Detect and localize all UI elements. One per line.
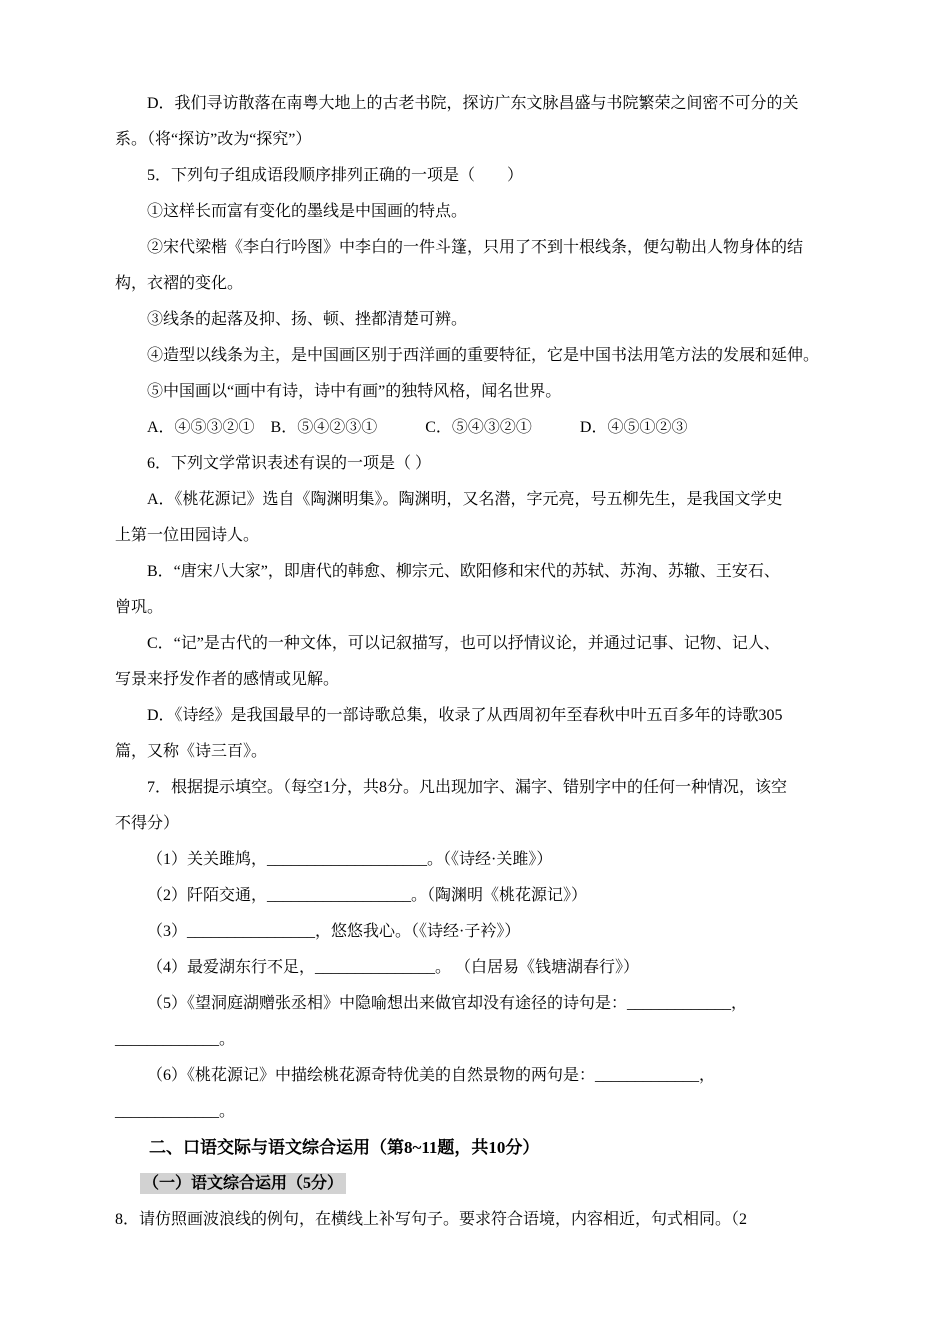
fill-blank-4: （4）最爱湖东行不足，_______________。 （白居易《钱塘湖春行》）: [147, 959, 640, 976]
option-d-correction-line: D．我们寻访散落在南粤大地上的古老书院，探访广东文脉昌盛与书院繁荣之间密不可分的关: [147, 95, 799, 112]
question-6-option-d: D．《诗经》是我国最早的一部诗歌总集，收录了从西周初年至春秋中叶五百多年的诗歌305: [147, 707, 783, 724]
question-7-stem: 7．根据提示填空。（每空1分，共8分。凡出现加字、漏字、错别字中的任何一种情况，该空: [147, 779, 788, 796]
fill-blank-2: （2）阡陌交通，__________________。（陶渊明《桃花源记》）: [147, 887, 588, 904]
question-6-option-c-continuation: 写景来抒发作者的感情或见解。: [115, 671, 340, 688]
sentence-item-5: ⑤中国画以“画中有诗，诗中有画”的独特风格，闻名世界。: [147, 383, 562, 400]
option-d-correction-continuation: 系。（将“探访”改为“探究”）: [115, 131, 312, 148]
sentence-item-4: ④造型以线条为主，是中国画区别于西洋画的重要特征，它是中国书法用笔方法的发展和延伸。: [147, 347, 820, 364]
fill-blank-5-continuation: _____________。: [115, 1031, 236, 1048]
fill-blank-1: （1）关关雎鸠，____________________。（《诗经·关雎》）: [147, 851, 553, 868]
subsection-1-heading-text: （一）语文综合运用（5分）: [140, 1173, 346, 1194]
question-6-option-d-continuation: 篇，又称《诗三百》。: [115, 743, 268, 760]
sentence-item-2: ②宋代梁楷《李白行吟图》中李白的一件斗篷，只用了不到十根线条，便勾勒出人物身体的结: [147, 239, 804, 256]
sentence-item-3: ③线条的起落及抑、扬、顿、挫都清楚可辨。: [147, 311, 468, 328]
fill-blank-6-continuation: _____________。: [115, 1103, 236, 1120]
question-7-stem-continuation: 不得分）: [115, 815, 180, 832]
sentence-item-1: ①这样长而富有变化的墨线是中国画的特点。: [147, 203, 468, 220]
question-5-options: A．④⑤③②① B．⑤④②③① C．⑤④③②① D．④⑤①②③: [147, 419, 688, 436]
question-6-option-c: C．“记”是古代的一种文体，可以记叙描写，也可以抒情议论，并通过记事、记物、记人、: [147, 635, 780, 652]
question-6-option-b-continuation: 曾巩。: [115, 599, 164, 616]
question-6-option-a-continuation: 上第一位田园诗人。: [115, 527, 260, 544]
fill-blank-5: （5）《望洞庭湖赠张丞相》中隐喻想出来做官却没有途径的诗句是：_____________，: [147, 995, 748, 1012]
sentence-item-2-continuation: 构，衣褶的变化。: [115, 275, 244, 292]
fill-blank-3: （3）________________，悠悠我心。（《诗经·子衿》）: [147, 923, 521, 940]
question-6-stem: 6．下列文学常识表述有误的一项是（ ）: [147, 455, 432, 472]
question-8-stem: 8．请仿照画波浪线的例句，在横线上补写句子。要求符合语境，内容相近，句式相同。（2: [115, 1211, 748, 1228]
section-2-heading: 二、口语交际与语文综合运用（第8~11题，共10分）: [149, 1138, 540, 1157]
question-5-stem: 5．下列句子组成语段顺序排列正确的一项是（ ）: [147, 167, 524, 184]
fill-blank-6: （6）《桃花源记》中描绘桃花源奇特优美的自然景物的两句是：_____________，: [147, 1067, 716, 1084]
question-6-option-a: A．《桃花源记》选自《陶渊明集》。陶渊明，又名潜，字元亮，号五柳先生，是我国文学史: [147, 491, 783, 508]
subsection-1-heading: [115, 1166, 855, 1202]
question-6-option-b: B．“唐宋八大家”，即唐代的韩愈、柳宗元、欧阳修和宋代的苏轼、苏洵、苏辙、王安石、: [147, 563, 780, 580]
